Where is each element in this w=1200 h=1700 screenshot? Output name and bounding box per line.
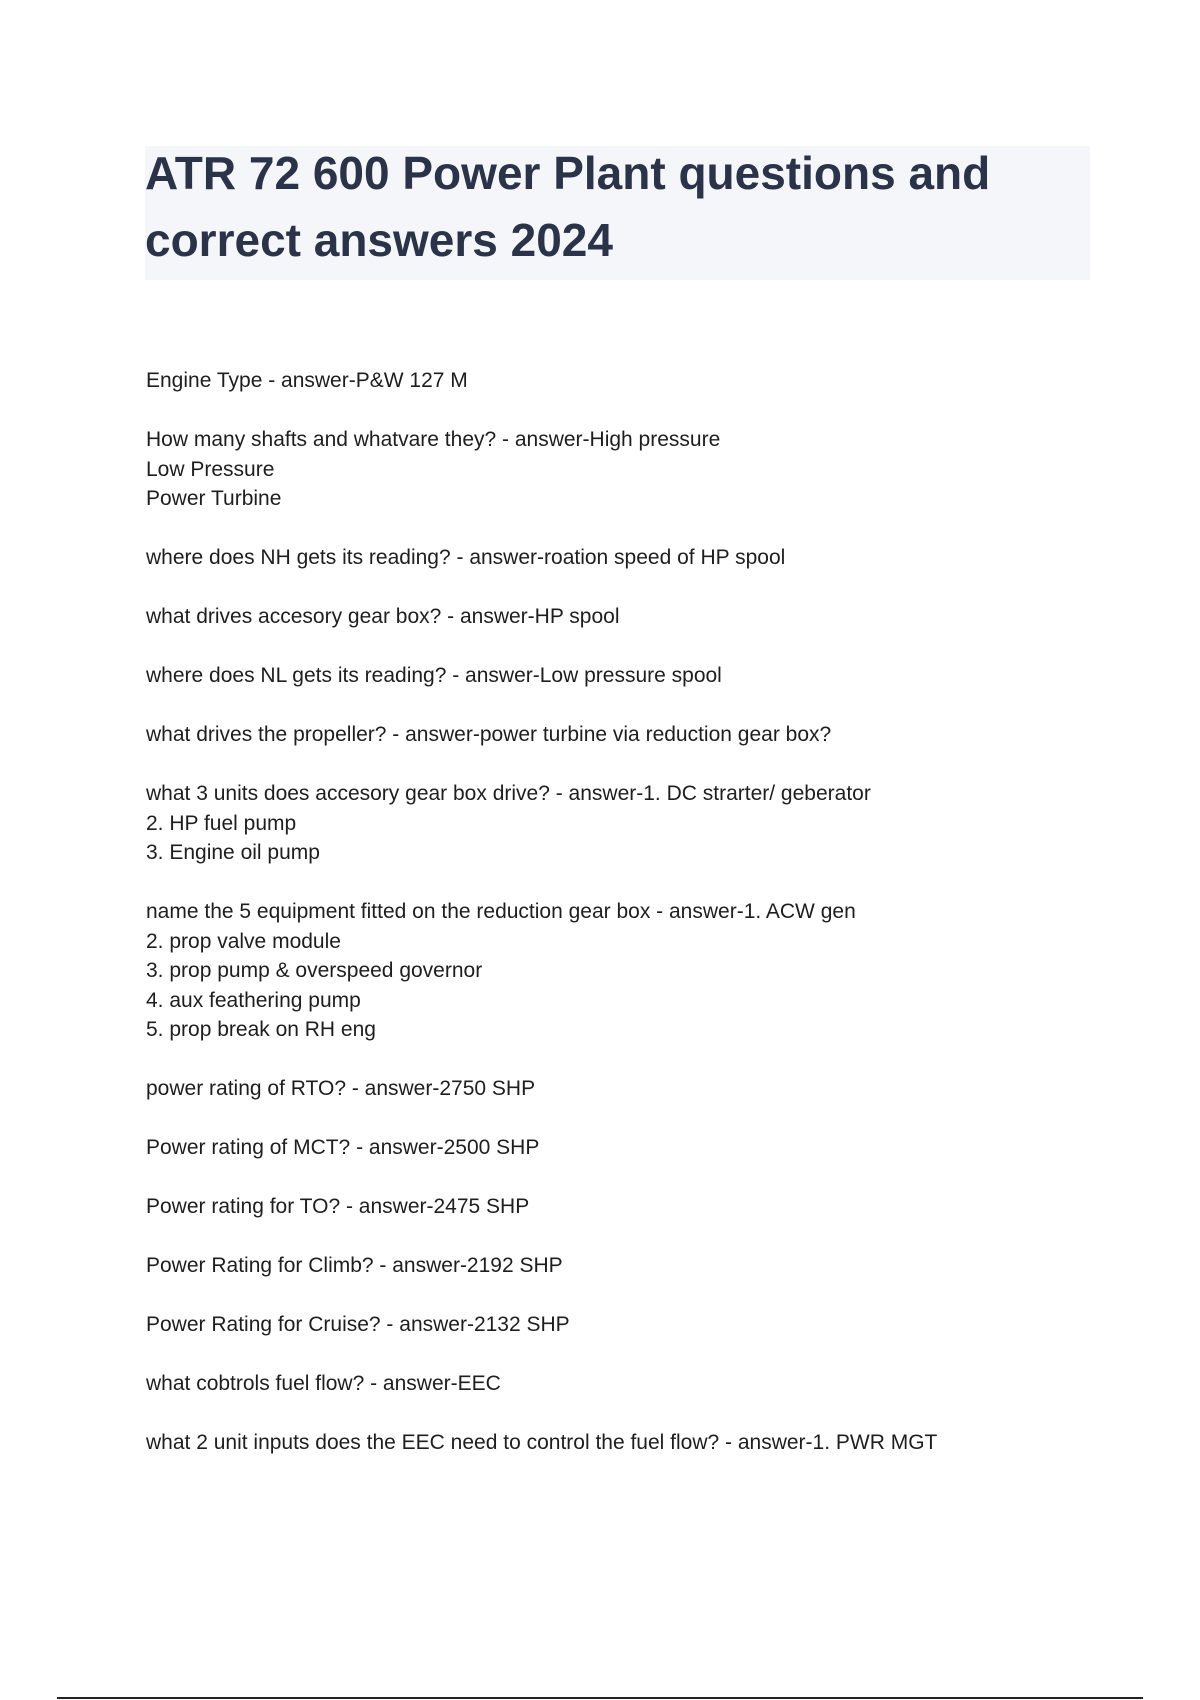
- qa-item: [146, 602, 1126, 632]
- qa-answer-line: Power Turbine: [146, 487, 282, 510]
- qa-answer-line: Low Pressure: [146, 457, 275, 481]
- qa-item: [146, 1192, 1126, 1222]
- qa-item: [146, 720, 1126, 750]
- qa-question-line: name the 5 equipment fitted on the reduction gear box - answer-1. ACW gen: [146, 900, 856, 923]
- qa-question-line: what cobtrols fuel flow? - answer-EEC: [146, 1372, 501, 1395]
- qa-question-line: Engine Type - answer-P&W 127 M: [146, 369, 468, 392]
- qa-item: [146, 425, 1126, 514]
- qa-question-line: where does NH gets its reading? - answer-roation speed of HP spool: [146, 546, 786, 569]
- qa-answer-line: 5. prop break on RH eng: [146, 1018, 376, 1041]
- qa-question-line: Power rating of MCT? - answer-2500 SHP: [146, 1136, 540, 1159]
- qa-answer-line: 2. prop valve module: [146, 929, 341, 953]
- qa-item: [146, 661, 1126, 691]
- qa-question-line: what drives accesory gear box? - answer-HP spool: [146, 605, 620, 628]
- qa-list: [146, 366, 1126, 1487]
- qa-item: [146, 897, 1126, 1045]
- qa-item: [146, 1074, 1126, 1104]
- qa-question-line: power rating of RTO? - answer-2750 SHP: [146, 1077, 536, 1100]
- qa-answer-line: 3. Engine oil pump: [146, 841, 320, 864]
- qa-answer-line: 4. aux feathering pump: [146, 988, 361, 1012]
- document-title: ATR 72 600 Power Plant questions and correct answers 2024: [145, 147, 991, 266]
- qa-item: [146, 1310, 1126, 1340]
- qa-item: [146, 366, 1126, 396]
- qa-item: [146, 779, 1126, 868]
- qa-question-line: where does NL gets its reading? - answer-Low pressure spool: [146, 664, 722, 687]
- qa-question-line: How many shafts and whatvare they? - answer-High pressure: [146, 428, 721, 451]
- qa-question-line: what 3 units does accesory gear box drive? - answer-1. DC strarter/ geberator: [146, 782, 871, 805]
- qa-item: [146, 1133, 1126, 1163]
- qa-item: [146, 1369, 1126, 1399]
- qa-question-line: what drives the propeller? - answer-power turbine via reduction gear box?: [146, 723, 832, 746]
- qa-question-line: what 2 unit inputs does the EEC need to control the fuel flow? - answer-1. PWR MGT: [146, 1431, 938, 1454]
- qa-question-line: Power Rating for Cruise? - answer-2132 SHP: [146, 1313, 570, 1336]
- qa-item: [146, 1251, 1126, 1281]
- qa-question-line: Power rating for TO? - answer-2475 SHP: [146, 1195, 530, 1218]
- qa-question-line: Power Rating for Climb? - answer-2192 SHP: [146, 1254, 563, 1277]
- qa-item: [146, 543, 1126, 573]
- qa-answer-line: 3. prop pump & overspeed governor: [146, 959, 483, 982]
- qa-answer-line: 2. HP fuel pump: [146, 811, 297, 835]
- qa-item: [146, 1428, 1126, 1458]
- footer-divider: [57, 1697, 1143, 1699]
